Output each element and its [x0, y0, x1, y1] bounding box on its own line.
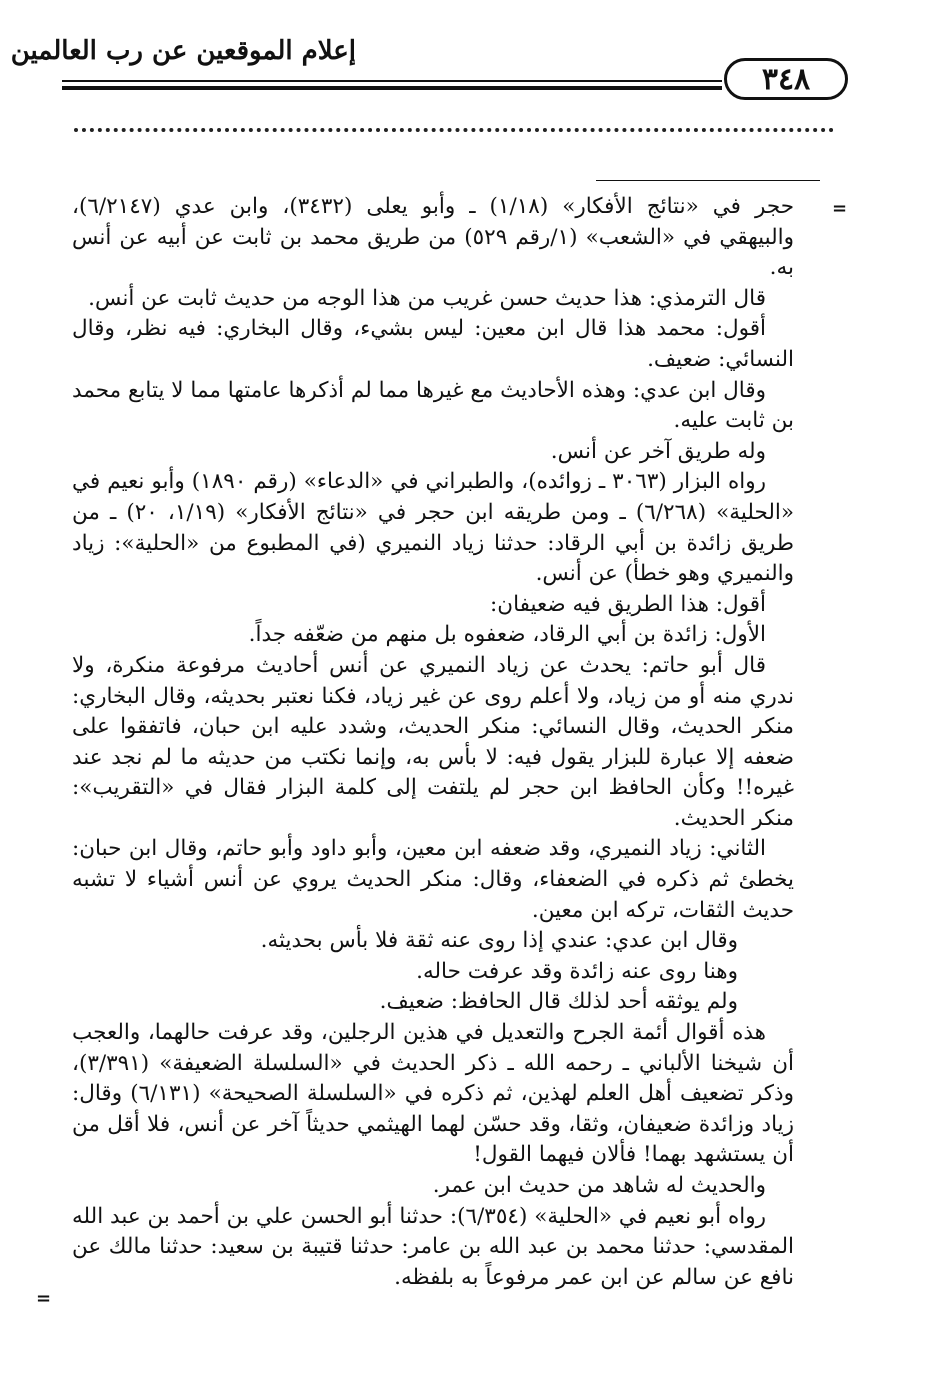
- paragraph: وقال ابن عدي: عندي إذا روى عنه ثقة فلا بأس بحديثه.: [260, 928, 738, 954]
- dotted-separator: [74, 128, 834, 132]
- paragraph: أقول: محمد هذا قال ابن معين: ليس بشيء، وقال البخاري: فيه نظر، وقال النسائي: ضعيف.: [72, 316, 794, 372]
- footnote-text: [72, 192, 794, 1293]
- header-rule: [62, 80, 722, 82]
- paragraph: قال أبو حاتم: يحدث عن زياد النميري عن أنس أحاديث مرفوعة منكرة، ولا ندري منه أو من زياد، ولا أعلم روى عن غير زياد، فكنا نعتبر بحديثه، وقال البخاري: منكر الحديث، وقال النسائي: منكر الحديث، وشدد عليه ابن حبان، فاتفقوا على ضعفه إلا عبارة للبزار يقول فيه: لا بأس به، وإنما نكتب من حديثه ما لم نجد عند غيره!! وكأن الحافظ ابن حجر لم يلتفت إلى كلمة البزار فقال في «التقريب»: منكر الحديث.: [72, 652, 794, 831]
- paragraph: وهنا روى عنه زائدة وقد عرفت حاله.: [416, 958, 738, 984]
- running-title: إعلام الموقعين عن رب العالمين: [10, 36, 356, 66]
- paragraph: رواه البزار (٣٠٦٣ ـ زوائده)، والطبراني في «الدعاء» (رقم ١٨٩٠) وأبو نعيم في «الحلية» (٦/٢٦٨) ـ ومن طريقه ابن حجر في «نتائج الأفكار» (١/١٩، ٢٠) ـ من طريق زائدة بن أبي الرقاد: حدثنا زياد النميري (في المطبوع من «الحلية»: زياد والنميري وهو خطأ) عن أنس.: [72, 469, 794, 587]
- paragraph: الثاني: زياد النميري، وقد ضعفه ابن معين، وأبو داود وأبو حاتم، وقال ابن حبان: يخطئ ثم ذكره في الضعفاء، وقال: منكر الحديث يروي عن أنس أشياء لا تشبه حديث الثقات، تركه ابن معين.: [72, 836, 794, 923]
- paragraph: هذه أقوال أئمة الجرح والتعديل في هذين الرجلين، وقد عرفت حالهما، والعجب أن شيخنا الألباني ـ رحمه الله ـ ذكر الحديث في «السلسلة الضعيفة» (٣/٣٩١)، وذكر تضعيف أهل العلم لهذين، ثم ذكره في «السلسلة الصحيحة» (٦/١٣١) وقال: زياد وزائدة ضعيفان، وثقا، وقد حسّن لهما الهيثمي حديثاً آخر عن أنس، فلا أقل من أن يستشهد بهما! فألان فيهما القول!: [72, 1020, 794, 1168]
- header-rule-thick: [62, 86, 722, 90]
- paragraph: رواه أبو نعيم في «الحلية» (٦/٣٥٤): حدثنا أبو الحسن علي بن أحمد بن عبد الله المقدسي: حدثنا محمد بن عبد الله بن عامر: حدثنا قتيبة بن سعيد: حدثنا مالك عن نافع عن سالم عن ابن عمر مرفوعاً به بلفظه.: [72, 1203, 794, 1290]
- paragraph: حجر في «نتائج الأفكار» (١/١٨) ـ وأبو يعلى (٣٤٣٢)، وابن عدي (٦/٢١٤٧)، والبيهقي في «الشعب» (١/رقم ٥٢٩) من طريق محمد بن ثابت عن أبيه عن أنس به.: [72, 194, 795, 281]
- page-number-badge: [724, 58, 848, 100]
- page-header: [0, 0, 938, 140]
- continuation-mark-top: =: [832, 198, 848, 219]
- paragraph: والحديث له شاهد من حديث ابن عمر.: [432, 1173, 766, 1198]
- footnote-rule: [596, 180, 820, 181]
- paragraph: أقول: هذا الطريق فيه ضعيفان:: [490, 591, 766, 617]
- page-number: ٣٤٨: [761, 61, 811, 97]
- continuation-mark-bottom: =: [36, 1288, 52, 1309]
- paragraph: وقال ابن عدي: وهذه الأحاديث مع غيرها مما لم أذكرها عامتها مما لا يتابع محمد بن ثابت عليه.: [72, 377, 794, 434]
- paragraph: وله طريق آخر عن أنس.: [550, 438, 766, 464]
- paragraph: قال الترمذي: هذا حديث حسن غريب من هذا الوجه من حديث ثابت عن أنس.: [88, 285, 766, 311]
- paragraph: الأول: زائدة بن أبي الرقاد، ضعفوه بل منهم من ضعّفه جداً.: [248, 622, 766, 648]
- paragraph: ولم يوثقه أحد لذلك قال الحافظ: ضعيف.: [379, 989, 738, 1015]
